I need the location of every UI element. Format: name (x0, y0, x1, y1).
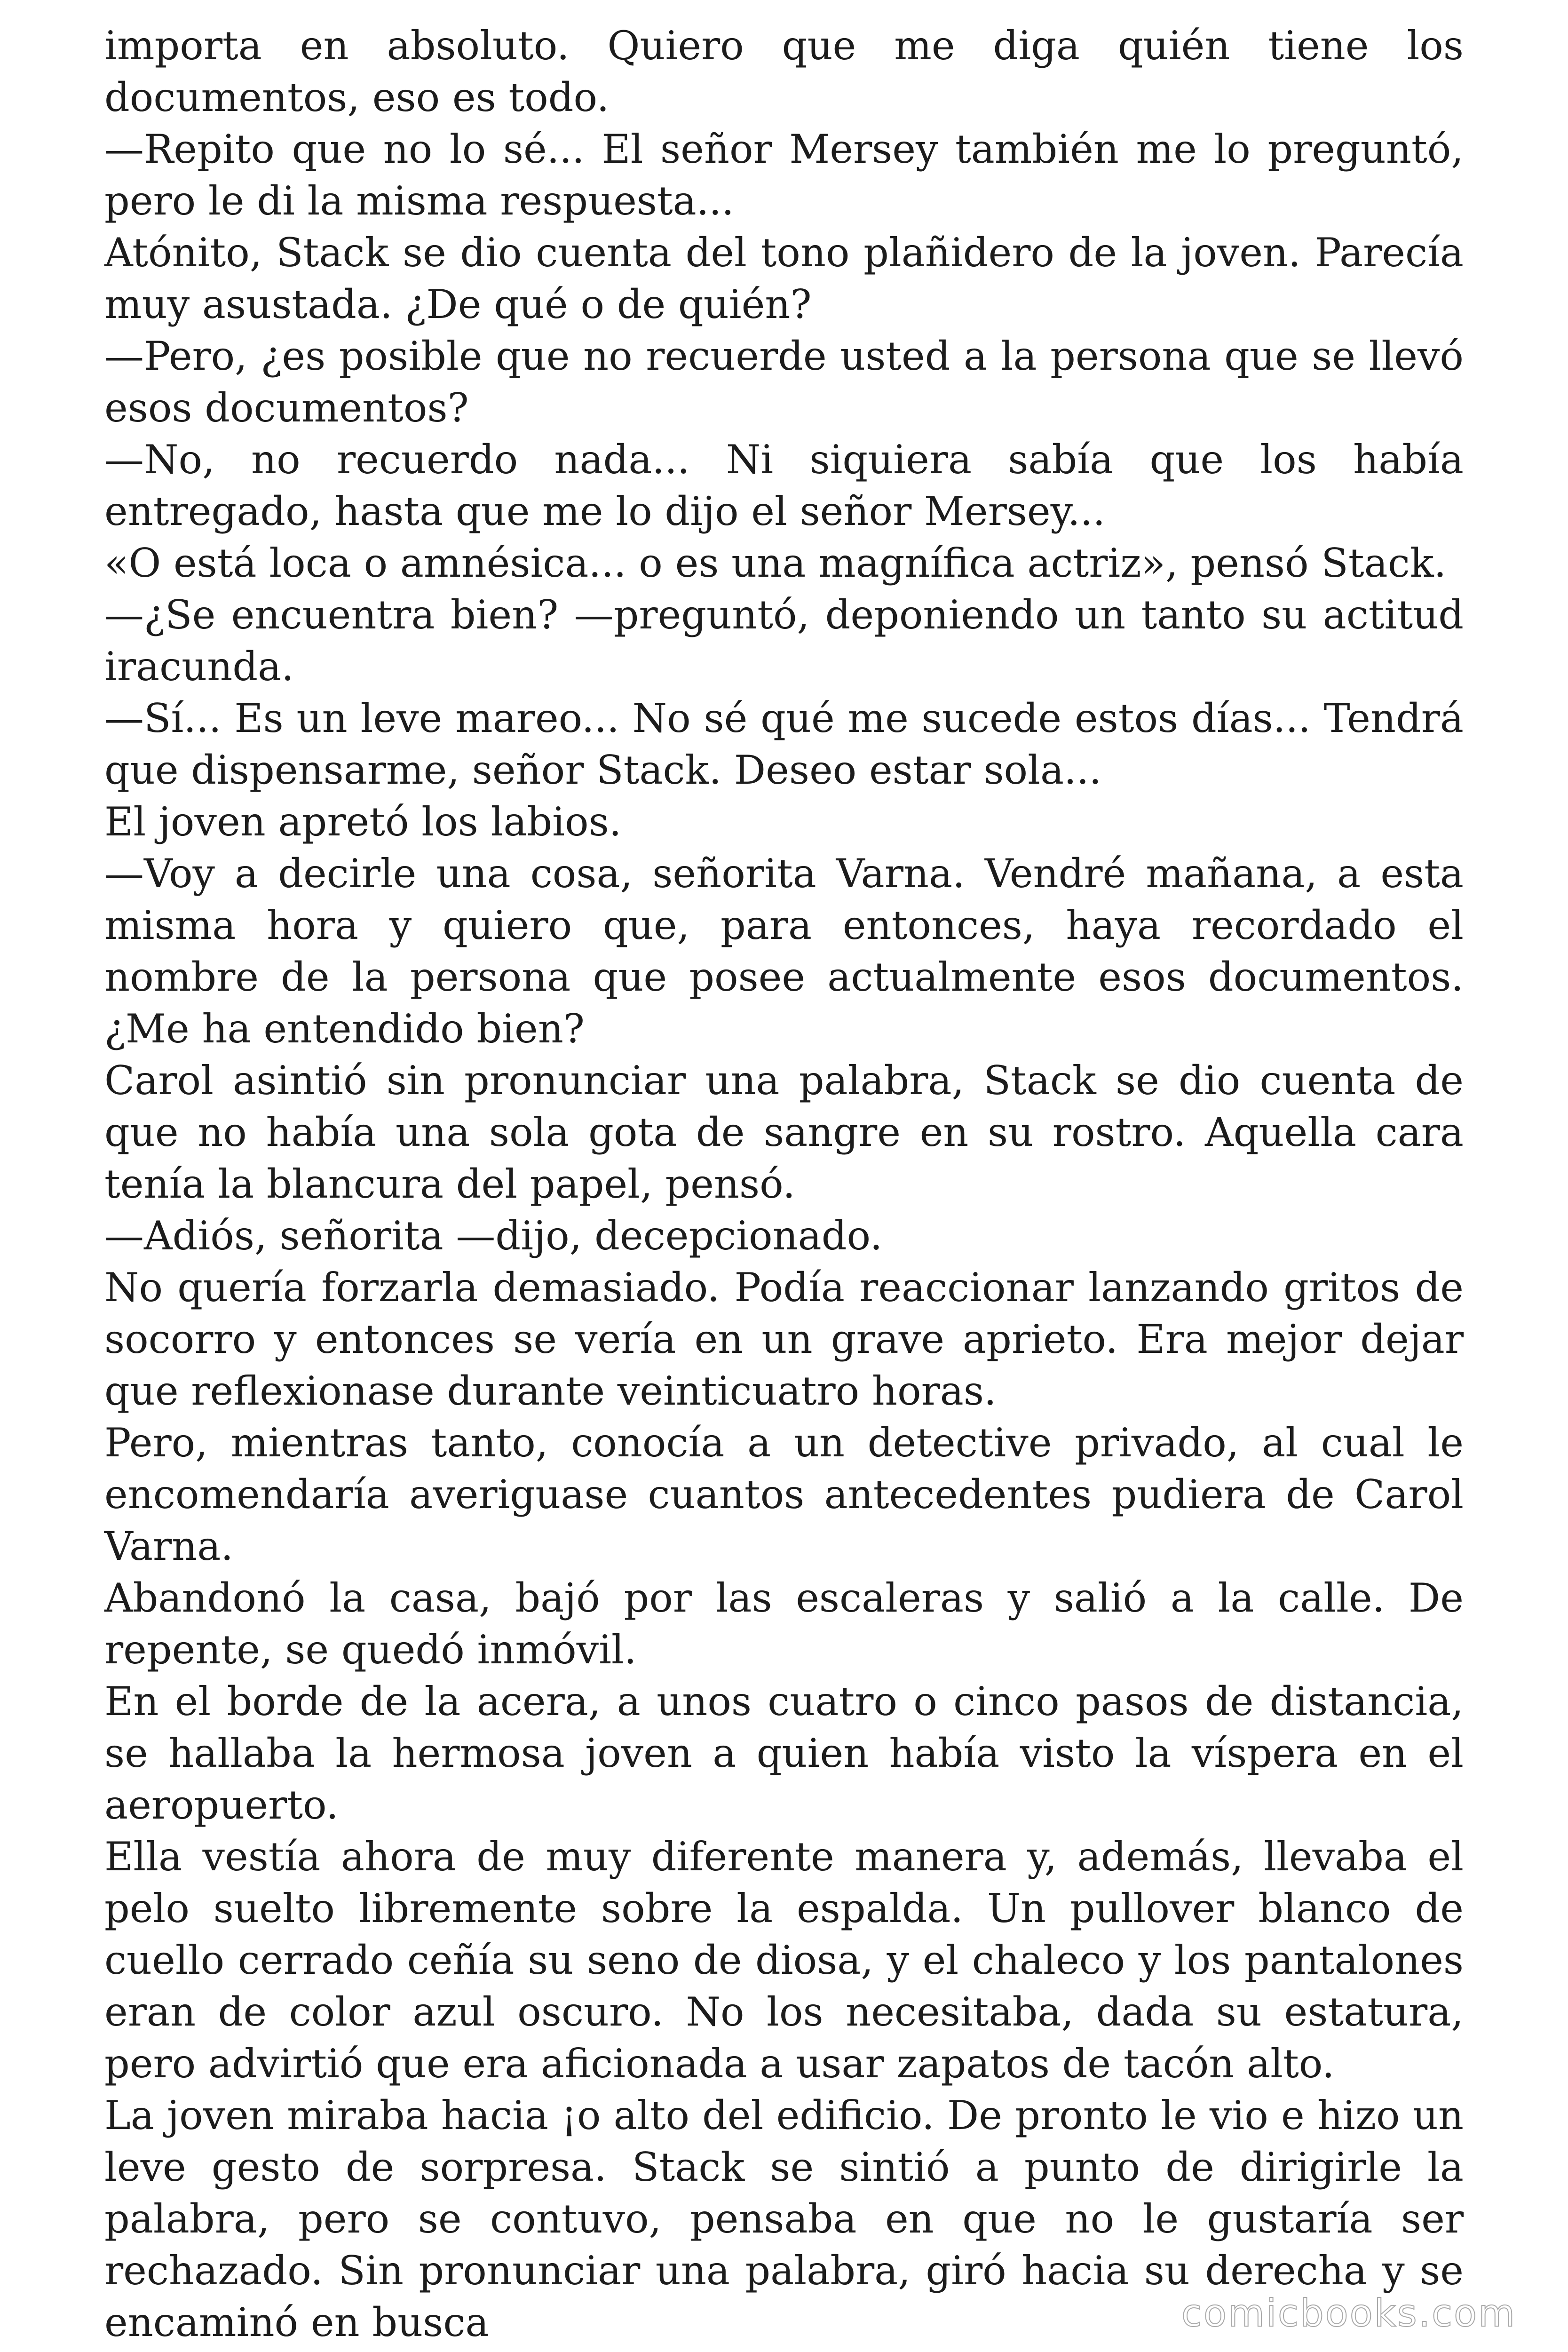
paragraph: Abandonó la casa, bajó por las escaleras y salió a la calle. De repente, se quedó inmóvil. (104, 1575, 1464, 1673)
paragraph: La joven miraba hacia ¡o alto del edificio. De pronto le vio e hizo un leve gesto de sorpresa. Stack se sintió a punto de dirigirle la palabra, pero se contuvo, pensaba en que no le gustaría ser rechazado. Sin pronunciar una palabra, giró hacia su derecha y se encaminó en busca (104, 2092, 1464, 2345)
paragraph: —Adiós, señorita —dijo, decepcionado. (104, 1213, 883, 1259)
paragraph: Atónito, Stack se dio cuenta del tono plañidero de la joven. Parecía muy asustada. ¿De qué o de quién? (104, 230, 1464, 327)
paragraph: Pero, mientras tanto, conocía a un detective privado, al cual le encomendaría averiguase cuantos antecedentes pudiera de Carol Varna. (104, 1420, 1464, 1569)
watermark: comicbooks.com (1181, 2291, 1516, 2335)
body-text (104, 20, 1464, 2348)
paragraph: —Voy a decirle una cosa, señorita Varna. Vendré mañana, a esta misma hora y quiero que, para entonces, haya recordado el nombre de la persona que posee actualmente esos documentos. ¿Me ha entendido bien? (104, 850, 1464, 1052)
paragraph: —¿Se encuentra bien? —preguntó, deponiendo un tanto su actitud iracunda. (104, 592, 1464, 690)
paragraph: No quería forzarla demasiado. Podía reaccionar lanzando gritos de socorro y entonces se vería en un grave aprieto. Era mejor dejar que reflexionase durante veinticuatro horas. (104, 1264, 1464, 1414)
paragraph: «O está loca o amnésica... o es una magnífica actriz», pensó Stack. (104, 540, 1447, 586)
paragraph: En el borde de la acera, a unos cuatro o cinco pasos de distancia, se hallaba la hermosa joven a quien había visto la víspera en el aeropuerto. (104, 1678, 1464, 1828)
paragraph: —Sí... Es un leve mareo... No sé qué me sucede estos días... Tendrá que dispensarme, señor Stack. Deseo estar sola... (104, 695, 1464, 793)
paragraph: importa en absoluto. Quiero que me diga quién tiene los documentos, eso es todo. (104, 23, 1464, 120)
paragraph: —Pero, ¿es posible que no recuerde usted a la persona que se llevó esos documentos? (104, 333, 1464, 431)
paragraph: —Repito que no lo sé... El señor Mersey también me lo preguntó, pero le di la misma respuesta... (104, 126, 1464, 224)
paragraph: —No, no recuerdo nada... Ni siquiera sabía que los había entregado, hasta que me lo dijo el señor Mersey... (104, 437, 1464, 534)
paragraph: El joven apretó los labios. (104, 799, 622, 845)
paragraph: Ella vestía ahora de muy diferente manera y, además, llevaba el pelo suelto libremente sobre la espalda. Un pullover blanco de cuello cerrado ceñía su seno de diosa, y el chaleco y los pantalones eran de color azul oscuro. No los necesitaba, dada su estatura, pero advirtió que era aficionada a usar zapatos de tacón alto. (104, 1834, 1464, 2087)
paragraph: Carol asintió sin pronunciar una palabra, Stack se dio cuenta de que no había una sola gota de sangre en su rostro. Aquella cara tenía la blancura del papel, pensó. (104, 1057, 1464, 1207)
